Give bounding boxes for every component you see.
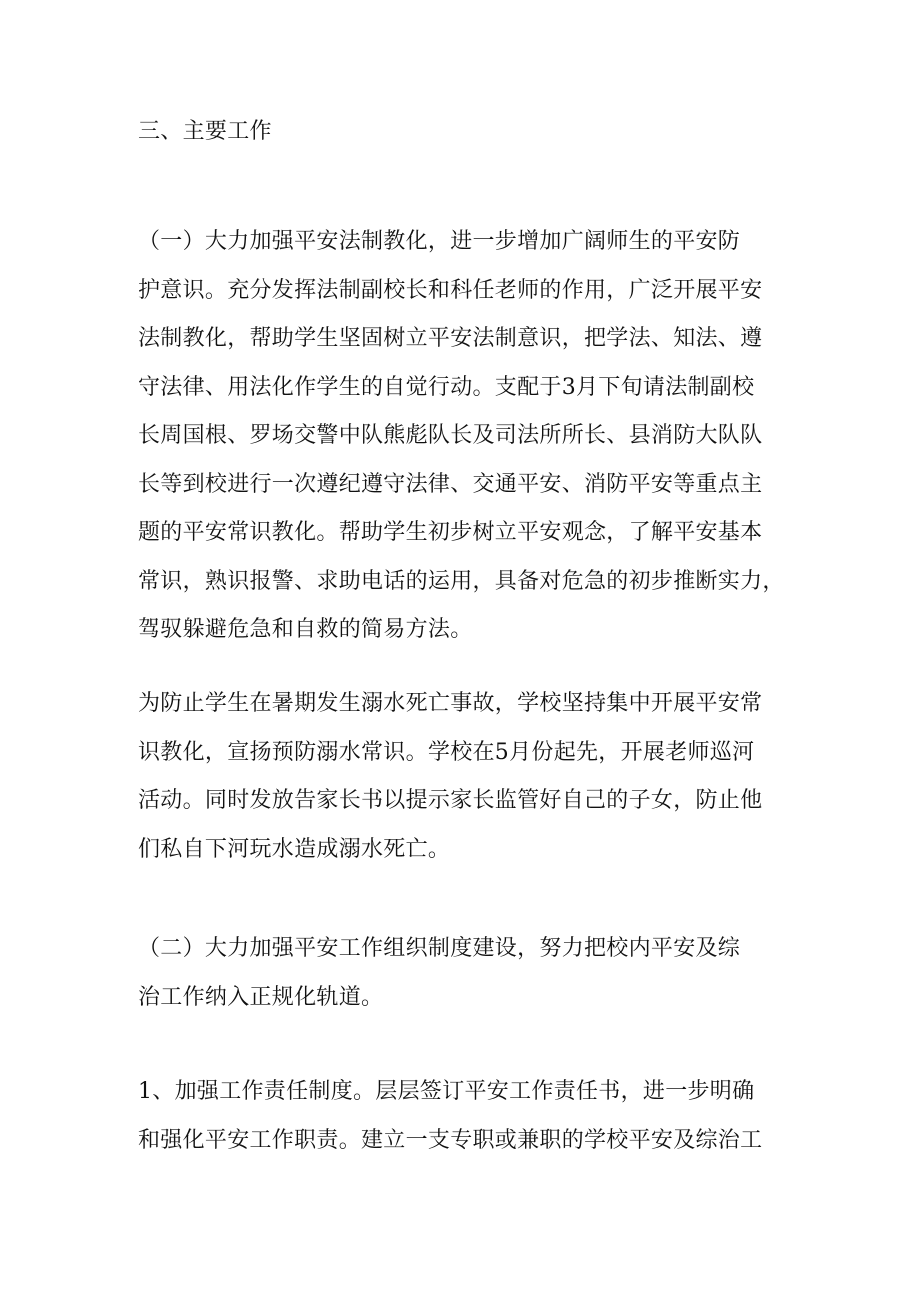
paragraph-line: （一）大力加强平安法制教化，进一步增加广阔师生的平安防 [138, 229, 741, 254]
paragraph-line: （二）大力加强平安工作组织制度建设，努力把校内平安及综 [138, 936, 741, 961]
paragraph-line: 活动。同时发放告家长书以提示家长监管好自己的子女，防止他 [138, 788, 763, 813]
paragraph-line: 护意识。充分发挥法制副校长和科任老师的作用，广泛开展平安 [138, 277, 763, 303]
paragraph-line: 驾驭躲避危急和自救的简易方法。 [138, 617, 473, 642]
section-heading [138, 108, 788, 157]
paragraph-safety-education [138, 218, 788, 655]
paragraph-line: 和强化平安工作职责。建立一支专职或兼职的学校平安及综治工 [138, 1127, 763, 1153]
paragraph-line: 常识，熟识报警、求助电话的运用，具备对危急的初步推断实力， [138, 568, 785, 594]
paragraph-line: 们私自下河玩水造成溺水死亡。 [138, 836, 451, 862]
paragraph-organization-building [138, 925, 788, 1022]
paragraph-drowning-prevention [138, 680, 788, 874]
paragraph-line: 题的平安常识教化。帮助学生初步树立平安观念，了解平安基本 [138, 520, 763, 545]
paragraph-line: 法制教化，帮助学生坚固树立平安法制意识，把学法、知法、遵 [138, 326, 763, 351]
paragraph-line: 为防止学生在暑期发生溺水死亡事故，学校坚持集中开展平安常 [138, 691, 763, 716]
heading-text: 三、主要工作 [138, 119, 272, 144]
paragraph-line: 守法律、用法化作学生的自觉行动。支配于3月下旬请法制副校 [138, 374, 755, 400]
paragraph-line: 治工作纳入正规化轨道。 [138, 984, 384, 1010]
paragraph-line: 1、加强工作责任制度。层层签订平安工作责任书，进一步明确 [138, 1079, 755, 1104]
paragraph-responsibility-system [138, 1068, 788, 1165]
paragraph-line: 长周国根、罗场交警中队熊彪队长及司法所所长、县消防大队队 [138, 423, 763, 448]
paragraph-line: 长等到校进行一次遵纪遵守法律、交通平安、消防平安等重点主 [138, 471, 763, 497]
paragraph-line: 识教化，宣扬预防溺水常识。学校在5月份起先，开展老师巡河 [138, 739, 755, 765]
